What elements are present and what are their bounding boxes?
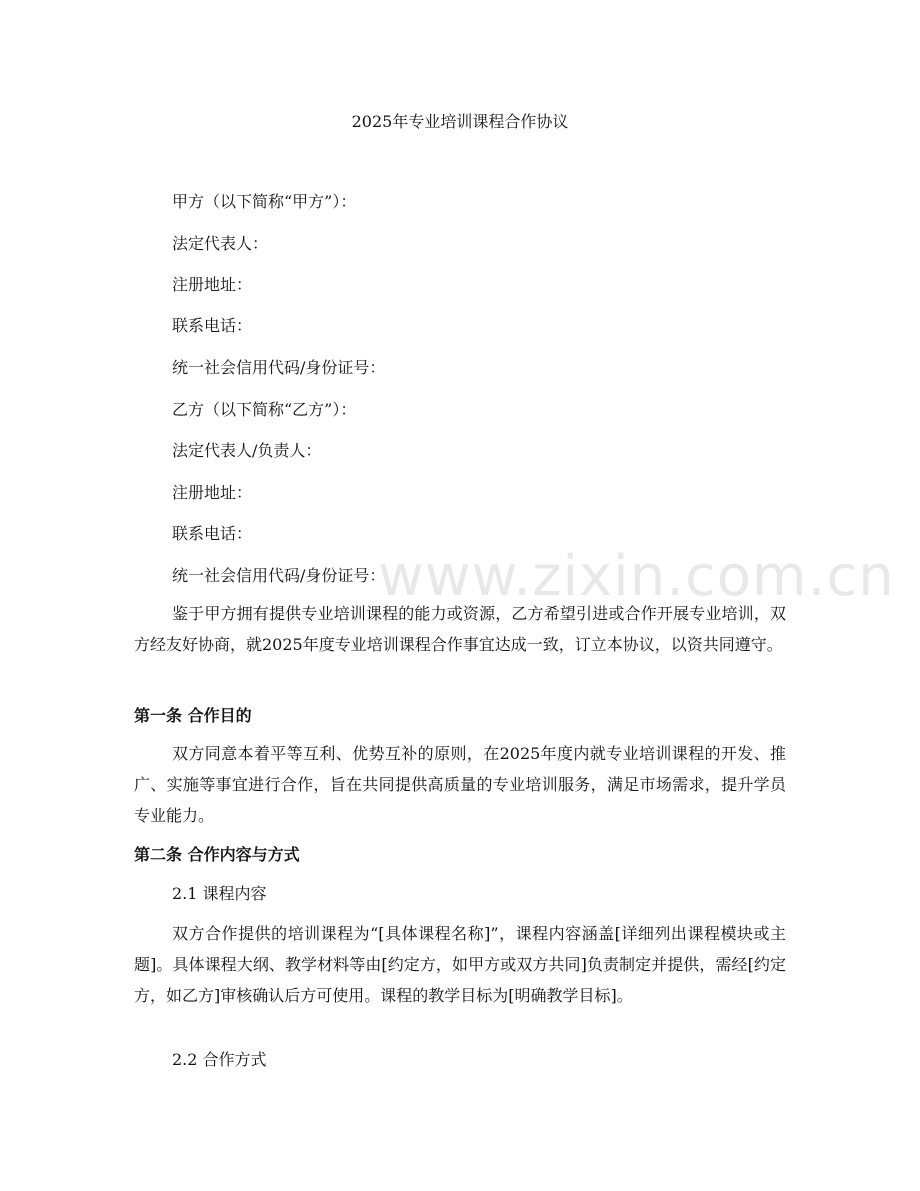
party-b-representative: 法定代表人/负责人：: [172, 441, 322, 460]
article-1-body: 双方同意本着平等互利、优势互补的原则，在2025年度内就专业培训课程的开发、推广、实施等事宜进行合作，旨在共同提供高质量的专业培训服务，满足市场需求，提升学员专业能力。: [134, 744, 786, 825]
watermark-text: www.zixin.com.cn: [378, 544, 895, 609]
section-2-2-title: 2.2 合作方式: [172, 1050, 267, 1069]
party-a-label: 甲方（以下简称“甲方”）：: [172, 192, 357, 211]
party-b-address: 注册地址：: [172, 483, 253, 502]
section-2-1-body: 双方合作提供的培训课程为“[具体课程名称]”，课程内容涵盖[详细列出课程模块或主题]。具体课程大纲、教学材料等由[约定方，如甲方或双方共同]负责制定并提供，需经[约定方，如乙方]审核确认后方可使用。课程的教学目标为[明确教学目标]。: [134, 924, 786, 1005]
article-2-heading: 第二条 合作内容与方式: [134, 845, 300, 864]
party-a-address: 注册地址：: [172, 275, 253, 294]
party-b-label: 乙方（以下简称“乙方”）：: [172, 400, 357, 419]
party-b-id: 统一社会信用代码/身份证号：: [172, 566, 386, 585]
party-a-phone: 联系电话：: [172, 316, 253, 335]
party-a-representative: 法定代表人：: [172, 234, 269, 253]
party-b-phone: 联系电话：: [172, 524, 253, 543]
intro-paragraph: 鉴于甲方拥有提供专业培训课程的能力或资源，乙方希望引进或合作开展专业培训，双方经友好协商，就2025年度专业培训课程合作事宜达成一致，订立本协议，以资共同遵守。: [134, 604, 786, 654]
section-2-1-title: 2.1 课程内容: [172, 884, 267, 903]
document-title: 2025年专业培训课程合作协议: [351, 112, 569, 131]
article-1-heading: 第一条 合作目的: [134, 706, 252, 725]
party-a-id: 统一社会信用代码/身份证号：: [172, 358, 386, 377]
